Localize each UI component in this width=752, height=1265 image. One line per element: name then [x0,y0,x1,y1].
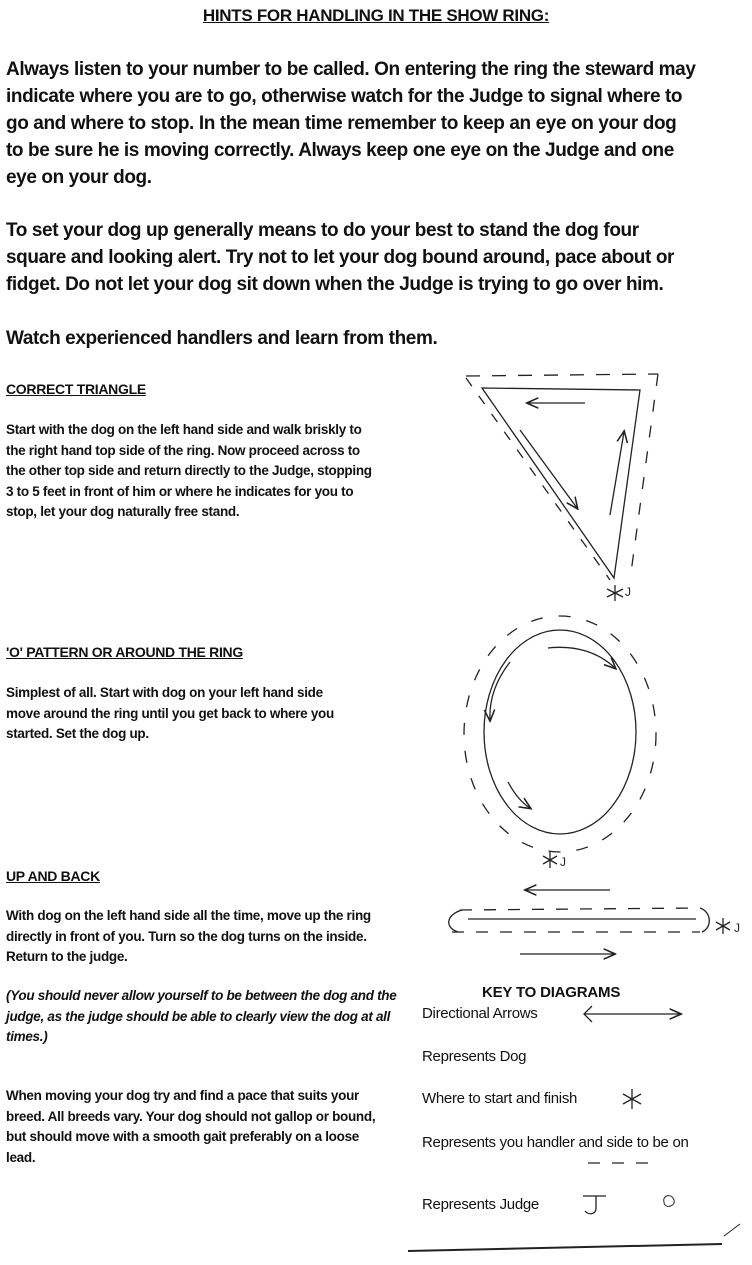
key-start-label: Where to start and finish [422,1090,578,1107]
triangle-start-star [607,585,623,601]
o-start-star [543,852,557,868]
o-arrow-3 [508,782,530,808]
triangle-heading: CORRECT TRIANGLE [6,381,146,397]
key-arrow-icon [584,1006,680,1022]
o-pattern-text: Simplest of all. Start with dog on your left hand side move around the ring until you get back to where you started. Set the dog up. [6,685,334,741]
key-judge-icon [583,1196,606,1214]
key-judge-label: Represents Judge [422,1196,539,1213]
o-pattern-diagram [464,616,656,868]
o-judge-mark: J [560,855,566,869]
bottom-rule [408,1244,722,1251]
triangle-arrow-up [610,432,624,515]
up-back-text: With dog on the left hand side all the time, move up the ring directly in front of you. Turn so the dog turns on the inside. Return to the judge. [6,908,371,964]
key-title: KEY TO DIAGRAMS [482,984,621,1001]
up-back-start-star [716,918,730,934]
setup-paragraph: To set your dog up generally means to do your best to stand the dog four square and looking alert. Try not to let your dog bound around, pace about or fidget. Do not let your dog sit down when the Judge is trying to go over him. [6,220,675,295]
key-arrows-label: Directional Arrows [422,1005,538,1022]
triangle-diagram [466,374,658,601]
up-back-judge-mark: J [734,921,740,935]
key-dog-icon [664,1196,674,1207]
up-back-diagram [449,890,730,954]
note-text: (You should never allow yourself to be between the dog and the judge, as the judge should be able to clearly view the dog at all times.) [6,988,397,1044]
triangle-text: Start with the dog on the left hand side and walk briskly to the right hand top side of the ring. Now proceed across to the other top side and return directly to the Judge, stopping 3 to 5 feet in front of him or where he indicates for you to stop, let your dog naturally free stand. [6,422,372,519]
page-title: HINTS FOR HANDLING IN THE SHOW RING: [202,6,550,25]
intro-paragraph: Always listen to your number to be called. On entering the ring the steward may indicate where you are to go, otherwise watch for the Judge to signal where to go and where to stop. In the mean time remember to keep an eye on your dog to be sure he is moving correctly. Always keep one eye on the Judge and one eye on your dog. [6,59,696,188]
watch-paragraph: Watch experienced handlers and learn from them. [6,328,438,349]
key-dog-label: Represents Dog [422,1048,527,1065]
triangle-judge-mark: J [625,585,631,599]
triangle-arrow-down [520,430,577,508]
up-back-heading: UP AND BACK [6,868,100,884]
pace-text: When moving your dog try and find a pace that suits your breed. All breeds vary. Your dog should not gallop or bound, but should move with a smooth gait preferably on a loose lead. [6,1088,376,1165]
key-star-icon [623,1089,641,1109]
o-pattern-heading: 'O' PATTERN OR AROUND THE RING [6,644,243,660]
key-handler-label: Represents you handler and side to be on [422,1134,689,1151]
